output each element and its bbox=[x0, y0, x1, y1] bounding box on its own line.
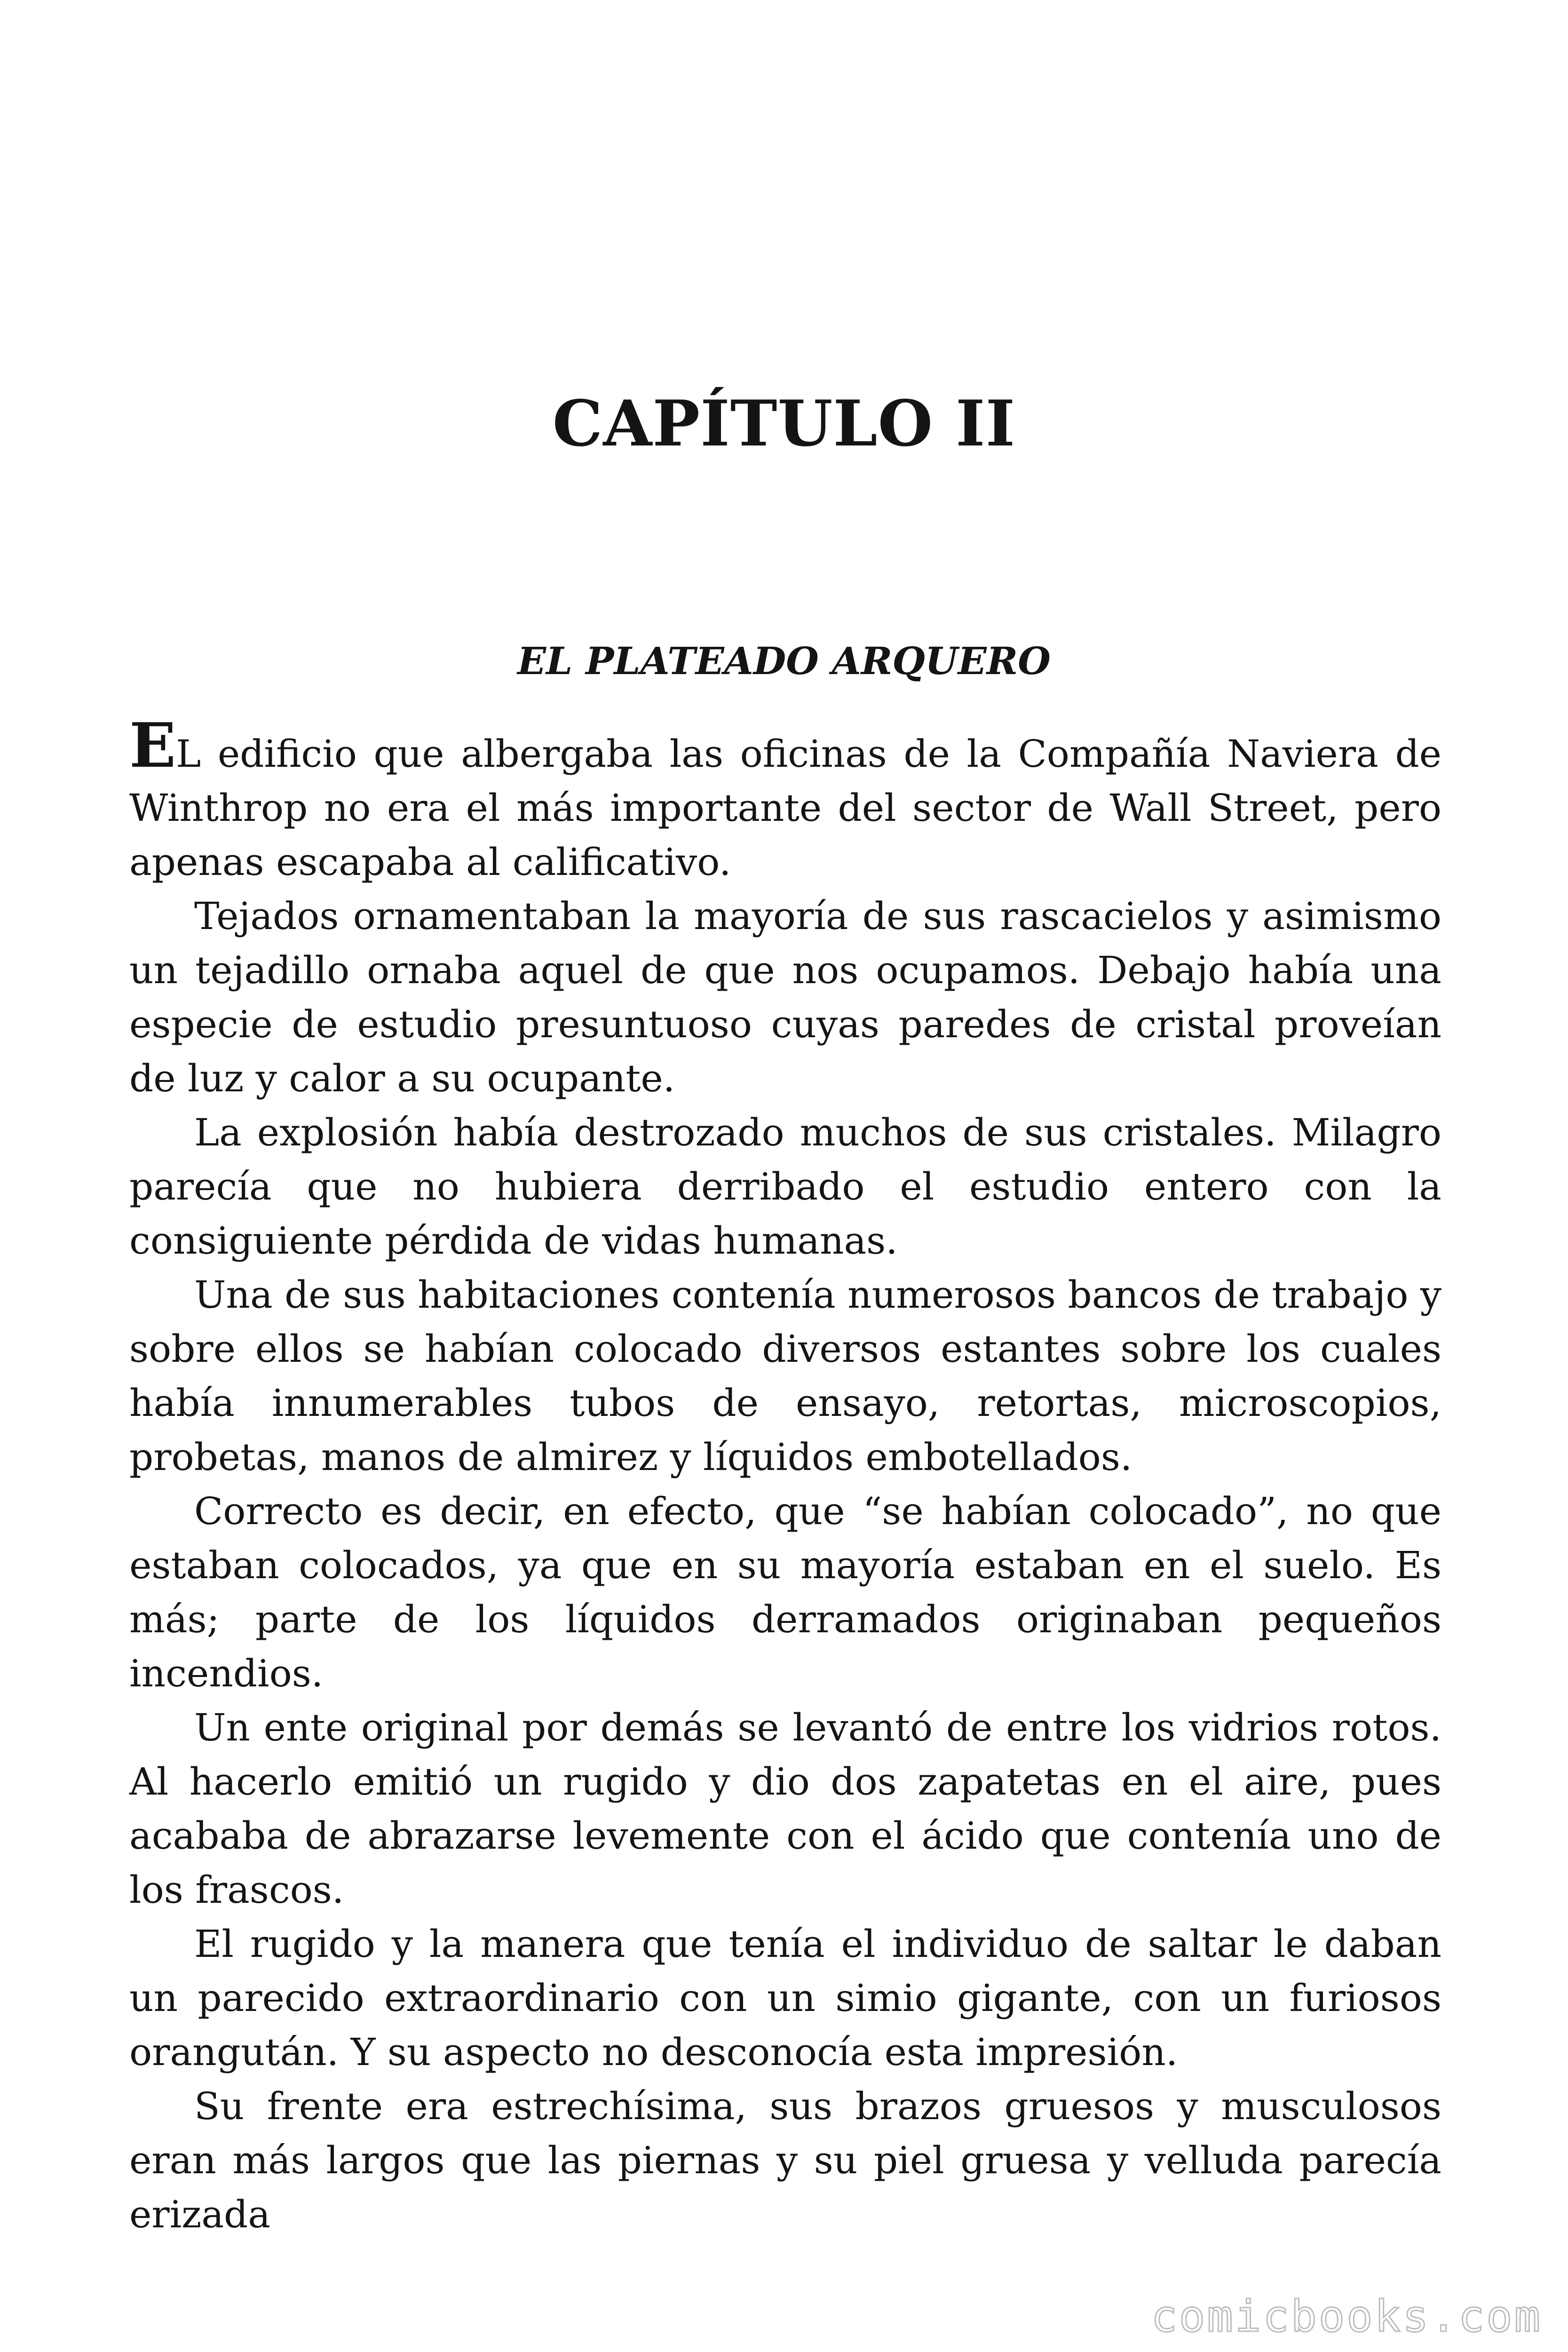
chapter-body bbox=[129, 709, 1441, 2241]
paragraph-5: Correcto es decir, en efecto, que “se habían colocado”, no que estaban colocados, ya que en su mayoría estaban en el suelo. Es más; parte de los líquidos derramados originaban pequeños incendios. bbox=[129, 1489, 1441, 1695]
paragraph-1 bbox=[129, 709, 1441, 889]
paragraph-8: Su frente era estrechísima, sus brazos gruesos y musculosos eran más largos que las piernas y su piel gruesa y velluda parecía erizada bbox=[129, 2084, 1441, 2236]
paragraph-4: Una de sus habitaciones contenía numerosos bancos de trabajo y sobre ellos se habían colocado diversos estantes sobre los cuales había innumerables tubos de ensayo, retortas, microscopios, probetas, manos de almirez y líquidos embotellados. bbox=[129, 1273, 1441, 1479]
drop-cap-continuation: L bbox=[176, 732, 201, 776]
paragraph-3: La explosión había destrozado muchos de sus cristales. Milagro parecía que no hubiera derribado el estudio entero con la consiguiente pérdida de vidas humanas. bbox=[129, 1111, 1441, 1263]
drop-cap: E bbox=[129, 709, 176, 781]
paragraph-1-text: edificio que albergaba las oficinas de la Compañía Naviera de Winthrop no era el más importante del sector de Wall Street, pero apenas escapaba al calificativo. bbox=[129, 732, 1441, 884]
chapter-subtitle: EL PLATEADO ARQUERO bbox=[517, 639, 1051, 683]
watermark: comicbooks.com bbox=[1151, 2291, 1542, 2342]
paragraph-2: Tejados ornamentaban la mayoría de sus rascacielos y asimismo un tejadillo ornaba aquel de que nos ocupamos. Debajo había una especie de estudio presuntuoso cuyas paredes de cristal proveían de luz y calor a su ocupante. bbox=[129, 894, 1441, 1100]
paragraph-6: Un ente original por demás se levantó de entre los vidrios rotos. Al hacerlo emitió un rugido y dio dos zapatetas en el aire, pues acababa de abrazarse levemente con el ácido que contenía uno de los frascos. bbox=[129, 1706, 1441, 1912]
chapter-title: CAPÍTULO II bbox=[552, 386, 1016, 461]
paragraph-7: El rugido y la manera que tenía el individuo de saltar le daban un parecido extraordinario con un simio gigante, con un furiosos orangután. Y su aspecto no desconocía esta impresión. bbox=[129, 1922, 1441, 2074]
